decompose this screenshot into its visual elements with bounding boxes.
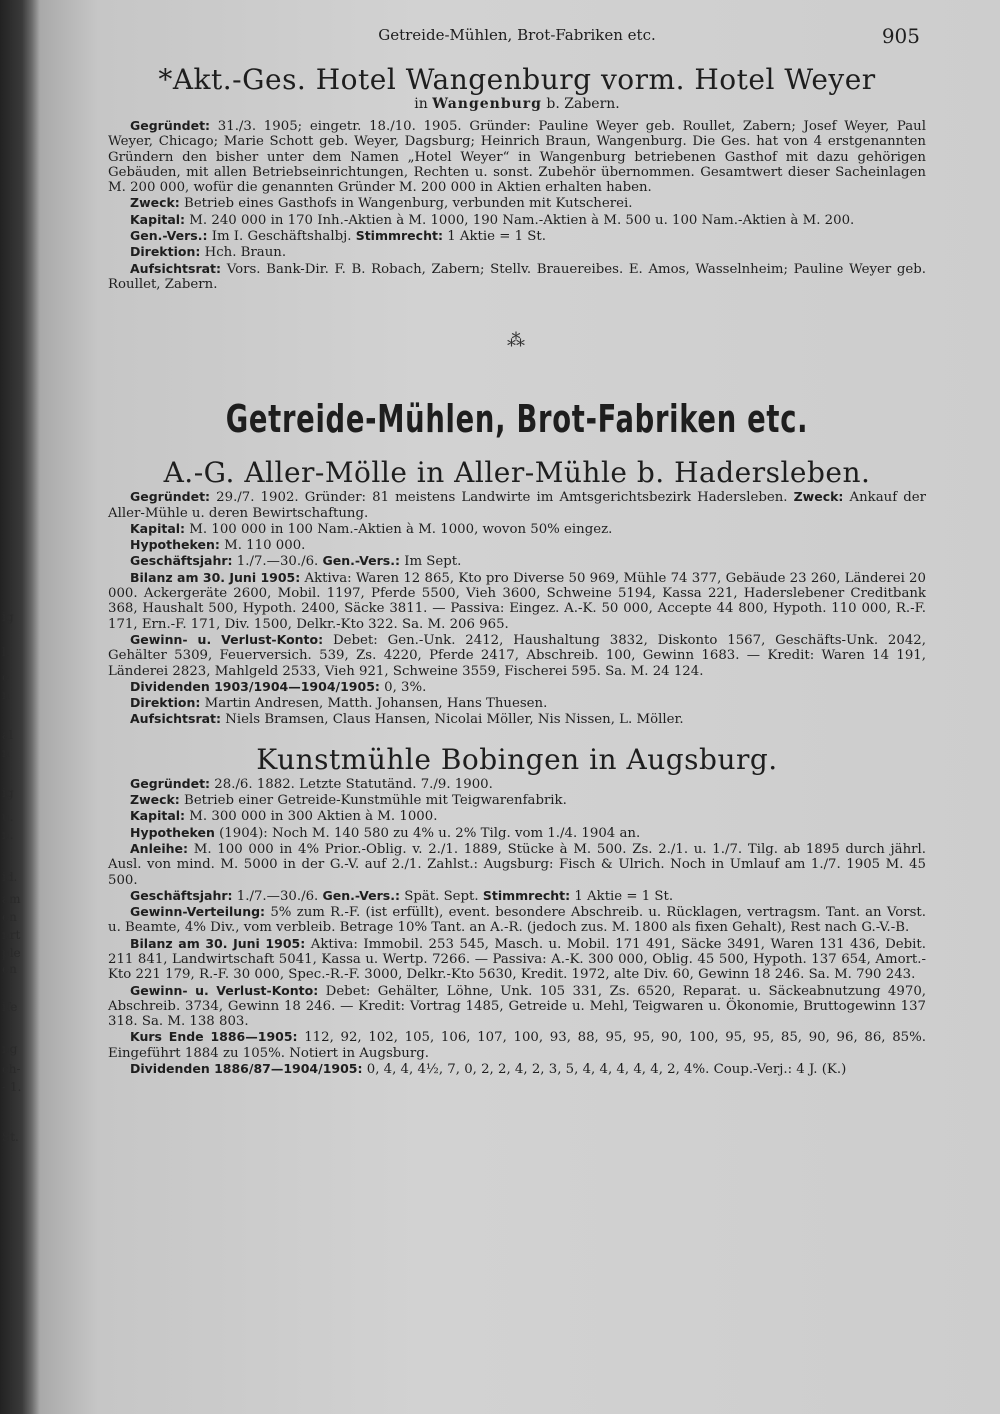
- field-label: Dividenden 1886/87—1904/1905:: [130, 1061, 363, 1077]
- field-label: Direktion:: [130, 244, 201, 260]
- margin-fragment: n: [2, 746, 10, 760]
- field-label: Kapital:: [130, 808, 186, 824]
- entry-paragraph: [108, 212, 926, 228]
- field-text: Aktiva: Immobil. 253 545, Masch. u. Mobil. 171 491, Säcke 3491, Waren 131 436, Debit. 211 841, Landwirtschaft 5041, Kassa u. Wertp. 7266. — Passiva: A.-K. 300 000, Oblig. 45 500, Hypoth. 137 654, Amort.-Kto 221 179, R.-F. 30 000, Spec.-R.-F. 3000, Delkr.-Kto 5630, Kredit. 1972, alte Div. 60, Gewinn 18 246. Sa. M. 790 243.: [108, 936, 927, 983]
- field-text: 1./7.—30./6.: [236, 554, 319, 570]
- field-label: Aufsichtsrat:: [130, 711, 222, 727]
- entry-paragraph: [108, 695, 926, 711]
- field-text: Betrieb einer Getreide-Kunstmühle mit Teigwarenfabrik.: [184, 793, 567, 809]
- field-label: Gen.-Vers.:: [322, 887, 400, 903]
- page-content: [108, 22, 926, 1077]
- field-text: Ankauf der Aller-Mühle u. deren Bewirtschaftung.: [108, 490, 926, 521]
- entry-paragraph: [108, 228, 926, 244]
- entry-title-kunstmuehle-bobingen: Kunstmühle Bobingen in Augsburg.: [256, 742, 778, 776]
- margin-fragment: ife: [2, 1000, 18, 1014]
- field-label: Gegründet:: [130, 775, 211, 791]
- page-number: 905: [881, 24, 920, 48]
- field-label: Gewinn- u. Verlust-Konto:: [130, 982, 319, 998]
- field-text: Vors. Bank-Dir. F. B. Robach, Zabern; Stellv. Brauereibes. E. Amos, Wasselnheim; Pauline Weyer geb. Roullet, Zabern.: [108, 261, 926, 292]
- field-label: Geschäftsjahr:: [130, 887, 233, 903]
- section-heading: Getreide-Mühlen, Brot-Fabriken etc.: [225, 397, 809, 442]
- field-label: Direktion:: [130, 695, 201, 711]
- field-text: Betrieb eines Gasthofs in Wangenburg, verbunden mit Kutscherei.: [184, 196, 633, 212]
- field-label: Bilanz am 30. Juni 1905:: [130, 935, 306, 951]
- entry-paragraph: [108, 489, 926, 521]
- entry-body-hotel-wangenburg: [108, 118, 926, 292]
- field-text: 0, 4, 4, 4½, 7, 0, 2, 2, 4, 2, 3, 5, 4, 4, 4, 4, 4, 2, 4%. Coup.-Verj.: 4 J. (K.): [366, 1062, 847, 1078]
- margin-fragment: al: [2, 728, 13, 742]
- margin-fragment: n: [2, 688, 10, 702]
- margin-fragment: nrt: [2, 928, 21, 942]
- page: [40, 0, 1000, 1414]
- field-label: Anleihe:: [130, 840, 188, 856]
- field-label: Kapital:: [130, 520, 186, 536]
- entry-body-aller-moelle: [108, 489, 926, 727]
- entry-paragraph: [108, 825, 926, 841]
- field-text: Im Sept.: [404, 554, 462, 570]
- field-text: 5% zum R.-F. (ist erfüllt), event. besondere Abschreib. u. Rücklagen, vertragsm. Tant. an Vorst. u. Beamte, 4% Div., vom verbleib. Betrage 10% Tant. an A.-R. (jedoch zus. M. 1800 als fixen Gehalt), Rest nach G.-V.-B.: [108, 905, 926, 936]
- field-text: Martin Andresen, Matth. Johansen, Hans Thuesen.: [204, 696, 548, 712]
- field-text: M. 300 000 in 300 Aktien à M. 1000.: [189, 809, 438, 825]
- book-spine-shadow: [0, 0, 40, 1414]
- entry-paragraph: [108, 537, 926, 553]
- field-text: M. 100 000 in 4% Prior.-Oblig. v. 2./1. 1889, Stücke à M. 500. Zs. 2./1. u. 1./7. Tilg. ab 1895 durch jährl. Ausl. von mind. M. 5000 in der G.-V. auf 2./1. Zahlst.: Augsburg: Fisch & Ulrich. Noch in Umlauf am 1./7. 1905 M. 45 500.: [108, 841, 926, 888]
- entry-paragraph: [108, 679, 926, 695]
- entry-paragraph: [108, 1029, 926, 1061]
- field-label: Bilanz am 30. Juni 1905:: [130, 569, 301, 585]
- field-text: M. 100 000 in 100 Nam.-Aktien à M. 1000, wovon 50% eingez.: [189, 521, 613, 537]
- margin-fragment: ple: [2, 946, 21, 960]
- margin-fragment: ig: [2, 610, 14, 624]
- field-label: Gen.-Vers.:: [130, 228, 208, 244]
- field-label: Zweck:: [130, 792, 180, 808]
- field-text: (1904): Noch M. 140 580 zu 4% u. 2% Tilg. vom 1./4. 1904 an.: [219, 825, 641, 841]
- entry-location: [108, 96, 926, 112]
- location-prefix: in: [414, 96, 428, 112]
- margin-fragment: id.: [2, 870, 18, 884]
- margin-fragment: en: [2, 910, 17, 924]
- entry-paragraph: [108, 936, 926, 983]
- entry-paragraph: [108, 776, 926, 792]
- field-text: 1 Aktie = 1 St.: [447, 229, 546, 245]
- field-text: Niels Bramsen, Claus Hansen, Nicolai Möller, Nis Nissen, L. Möller.: [225, 712, 684, 728]
- location-place: Wangenburg: [432, 96, 542, 112]
- entry-title-hotel-wangenburg: *Akt.-Ges. Hotel Wangenburg vorm. Hotel Weyer: [158, 63, 876, 96]
- entry-paragraph: [108, 553, 926, 569]
- margin-fragment: - 1.: [2, 1080, 22, 1094]
- field-label: Geschäftsjahr:: [130, 553, 233, 569]
- field-label: Zweck:: [130, 195, 180, 211]
- running-head: [108, 22, 926, 50]
- entry-paragraph: [108, 983, 926, 1030]
- field-label: Gen.-Vers.:: [322, 553, 400, 569]
- margin-fragment: St.: [2, 1130, 19, 1144]
- entry-paragraph: [108, 1061, 926, 1077]
- entry-title-aller-moelle: A.-G. Aller-Mölle in Aller-Mühle b. Hadersleben.: [163, 456, 871, 490]
- field-label: Gewinn-Verteilung:: [130, 904, 266, 920]
- margin-fragment: n.: [2, 828, 14, 842]
- entry-paragraph: [108, 195, 926, 211]
- field-text: Debet: Gehälter, Löhne, Unk. 105 331, Zs. 6520, Reparat. u. Säckeabnutzung 4970, Abschreib. 3734, Gewinn 18 246. — Kredit: Vortrag 1485, Getreide u. Mehl, Teigwaren u. Ökonomie, Bruttogewinn 137 318. Sa. M. 138 803.: [108, 983, 927, 1030]
- entry-paragraph: [108, 118, 926, 195]
- entry-paragraph: [108, 711, 926, 727]
- entry-paragraph: [108, 244, 926, 260]
- section-ornament: ⁂: [507, 330, 527, 352]
- entry-paragraph: [108, 904, 926, 936]
- field-text: 0, 3%.: [384, 679, 427, 695]
- field-text: Hch. Braun.: [204, 245, 287, 261]
- field-label: Kapital:: [130, 211, 186, 227]
- field-text: Spät. Sept.: [404, 888, 479, 904]
- field-text: Aktiva: Waren 12 865, Kto pro Diverse 50 969, Mühle 74 377, Gebäude 23 260, Länderei 20 000. Ackergeräte 2600, Mobil. 1197, Pferde 5500, Vieh 3600, Schweine 5194, Kassa 221, Haderslebener Creditbank 368, Haushalt 500, Hypoth. 2400, Säcke 3811. — Passiva: Eingez. A.-K. 50 000, Accepte 44 800, Hypoth. 110 000, R.-F. 171, Ern.-F. 171, Div. 1500, Delkr.-Kto 322. Sa. M. 206 965.: [108, 570, 926, 632]
- field-text: 1 Aktie = 1 St.: [574, 888, 674, 904]
- margin-fragment: ch-: [2, 1062, 21, 1076]
- margin-fragment: ig: [2, 786, 14, 800]
- margin-fragment: am: [2, 892, 21, 906]
- field-text: M. 110 000.: [224, 538, 306, 554]
- margin-fragment: ng: [2, 1042, 18, 1056]
- margin-fragment: o: [2, 670, 10, 684]
- field-label: Gegründet:: [130, 118, 211, 133]
- field-label: Aufsichtsrat:: [130, 260, 222, 276]
- margin-fragment: u.: [2, 810, 14, 824]
- field-text: 29./7. 1902. Gründer: 81 meistens Landwirte im Amtsgerichtsbezirk Hadersleben.: [216, 490, 788, 506]
- entry-paragraph: [108, 808, 926, 824]
- field-label: Gewinn- u. Verlust-Konto:: [130, 631, 324, 647]
- margin-fragment: en: [2, 962, 17, 976]
- field-label: Stimmrecht:: [355, 228, 443, 244]
- entry-paragraph: [108, 792, 926, 808]
- field-text: 28./6. 1882. Letzte Statutänd. 7./9. 1900.: [214, 776, 493, 792]
- entry-paragraph: [108, 521, 926, 537]
- field-text: 1./7.—30./6.: [236, 888, 319, 904]
- field-label: Hypotheken: [130, 824, 215, 840]
- entry-paragraph: [108, 632, 926, 679]
- entry-body-kunstmuehle-bobingen: [108, 776, 926, 1078]
- entry-paragraph: [108, 888, 926, 904]
- field-text: 31./3. 1905; eingetr. 18./10. 1905. Gründer: Pauline Weyer geb. Roullet, Zabern; Josef Weyer, Paul Weyer, Chicago; Marie Schott geb. Weyer, Dagsburg; Heinrich Braun, Wangenburg. Die Ges. hat von 4 erstgenannten Gründern den bisher unter dem Namen „Hotel Weyer“ in Wangenburg betriebenen Gasthof mit dazu gehörigen Gebäuden, mit allen Betriebseinrichtungen, Rechten u. sonst. Zubehör übernommen. Gesamtwert dieser Sacheinlagen M. 200 000, wofür die genannten Gründer M. 200 000 in Aktien erhalten haben.: [108, 119, 926, 196]
- field-label: Dividenden 1903/1904—1904/1905:: [130, 678, 380, 694]
- entry-paragraph: [108, 261, 926, 293]
- entry-paragraph: [108, 841, 926, 888]
- field-text: 112, 92, 102, 105, 106, 107, 100, 93, 88, 95, 95, 90, 100, 95, 95, 85, 90, 96, 86, 85%. Eingeführt 1884 zu 105%. Notiert in Augsburg.: [108, 1030, 926, 1061]
- field-text: Im I. Geschäftshalbj.: [211, 229, 352, 245]
- location-suffix: b. Zabern.: [546, 96, 620, 112]
- entry-paragraph: [108, 570, 926, 632]
- field-text: Debet: Gen.-Unk. 2412, Haushaltung 3832, Diskonto 1567, Geschäfts-Unk. 2042, Gehälter 5309, Feuerversich. 539, Zs. 4220, Pferde 2417, Abschreib. 100, Gewinn 1683. — Kredit: Waren 14 191, Länderei 2823, Mahlgeld 2533, Vieh 921, Schweine 3559, Fischerei 595. Sa. M. 24 124.: [108, 632, 926, 679]
- running-head-title: Getreide-Mühlen, Brot-Fabriken etc.: [378, 26, 656, 44]
- field-label: Kurs Ende 1886—1905:: [130, 1029, 298, 1045]
- field-label: Zweck:: [793, 489, 844, 505]
- field-label: Stimmrecht:: [482, 887, 571, 903]
- field-label: Hypotheken:: [130, 537, 220, 553]
- field-text: M. 240 000 in 170 Inh.-Aktien à M. 1000, 190 Nam.-Aktien à M. 500 u. 100 Nam.-Aktien à M. 200.: [189, 212, 855, 228]
- field-label: Gegründet:: [130, 489, 211, 505]
- margin-fragment: l.: [2, 645, 10, 659]
